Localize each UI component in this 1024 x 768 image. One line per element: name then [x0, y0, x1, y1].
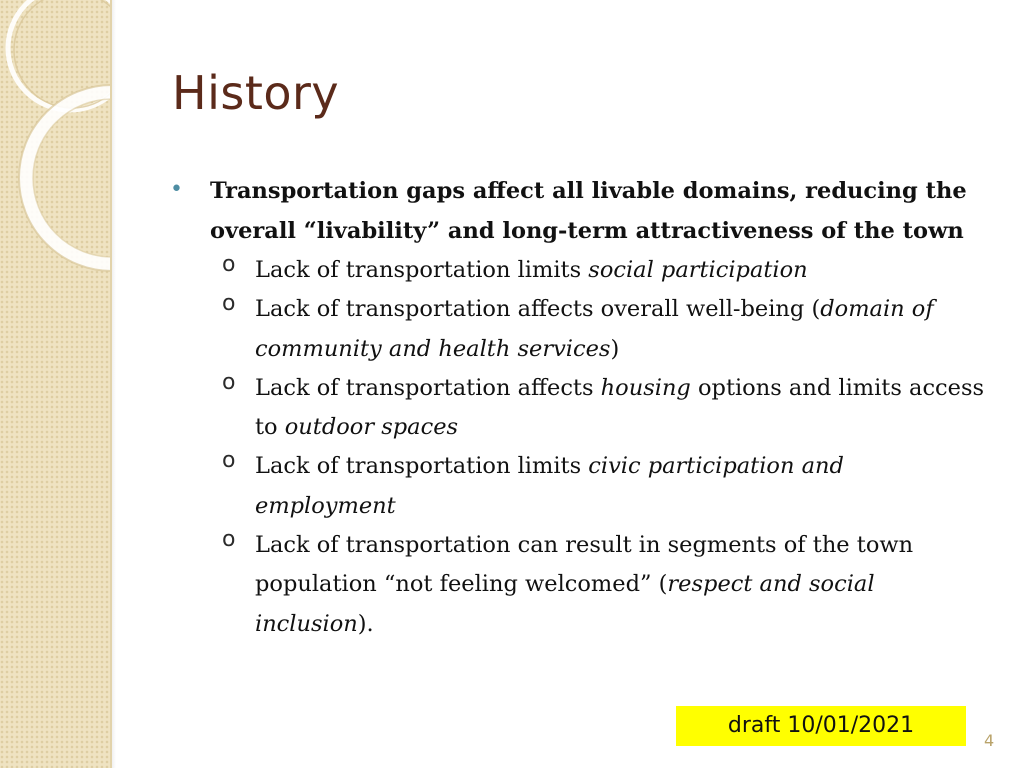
sub-bullet-text: options and limits access to: [255, 374, 985, 441]
sub-bullet-item: [170, 526, 990, 644]
sub-bullet-text: Lack of transportation affects: [255, 374, 601, 401]
sub-bullet-item: [170, 369, 990, 448]
side-panel-shadow: [112, 0, 116, 768]
sub-bullet-emphasis: housing: [600, 374, 691, 401]
sub-bullet-emphasis: respect and social inclusion: [255, 571, 875, 637]
sub-bullet-item: [170, 251, 990, 290]
ring-bullet-icon: o: [222, 527, 236, 553]
sub-bullet-text: Lack of transportation can result in segments of the town population “not feeling welcomed” (: [255, 532, 914, 598]
sub-bullet-emphasis: outdoor spaces: [284, 414, 459, 441]
sub-bullet-list: [170, 251, 990, 644]
decorative-circles: [0, 0, 112, 768]
slide-title: History: [172, 66, 340, 120]
sub-bullet-text: Lack of transportation affects overall well-being (: [255, 296, 821, 323]
sub-bullet-text: Lack of transportation limits: [255, 257, 589, 283]
draft-stamp: draft 10/01/2021: [676, 706, 966, 746]
sub-bullet-text: ).: [357, 610, 374, 637]
sub-bullet-emphasis: domain of community and health services: [255, 296, 934, 362]
sub-bullet-item: [170, 447, 990, 526]
sub-bullet-emphasis: civic participation and employment: [255, 453, 844, 519]
slide-content: [170, 172, 990, 644]
sub-bullet-item: [170, 290, 990, 369]
ring-bullet-icon: o: [222, 369, 236, 395]
decorative-side-panel: [0, 0, 112, 768]
sub-bullet-emphasis: social participation: [588, 257, 808, 283]
sub-bullet-text: ): [610, 335, 620, 362]
ring-bullet-icon: o: [222, 252, 236, 277]
main-bullet: [170, 172, 990, 251]
ring-bullet-icon: o: [222, 291, 236, 317]
sub-bullet-text: Lack of transportation limits: [255, 453, 589, 480]
ring-bullet-icon: o: [222, 448, 236, 474]
bullet-dot-icon: •: [170, 177, 183, 202]
slide-number: 4: [984, 731, 995, 750]
main-bullet-text: Transportation gaps affect all livable domains, reducing the overall “livability” and long-term attractiveness of the town: [210, 178, 967, 244]
